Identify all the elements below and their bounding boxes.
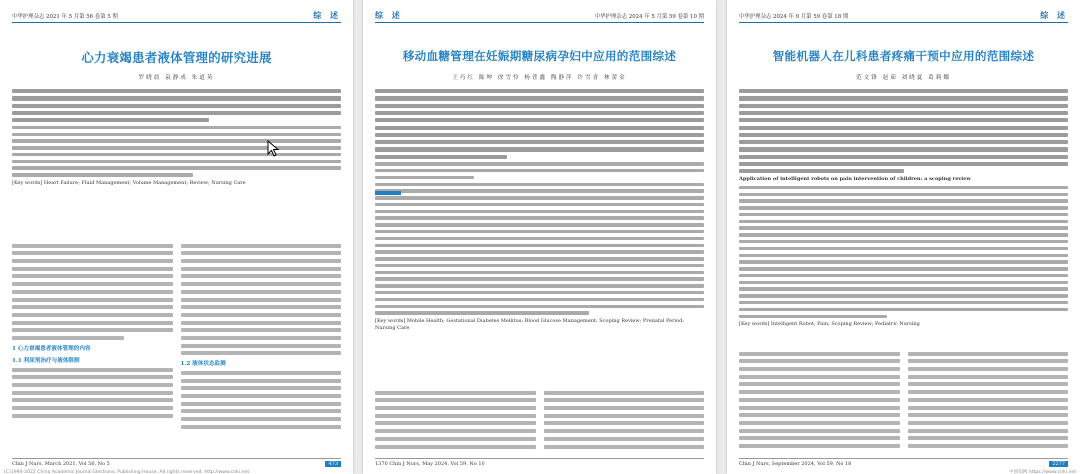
page-footer bbox=[375, 458, 704, 468]
footer-citation: 1370 Chin J Nurs, May 2024, Vol 59, No 10 bbox=[375, 461, 485, 467]
body-columns bbox=[375, 387, 704, 452]
body-columns bbox=[739, 348, 1068, 452]
page-number: 2277 bbox=[1049, 461, 1068, 467]
header-left: 中华护理杂志 2024 年 9 月第 59 卷第 18 期 bbox=[739, 14, 849, 20]
english-title: Application of intelligent robots on pain intervention of children: a scoping review bbox=[739, 176, 971, 183]
article-title: 心力衰竭患者液体管理的研究进展 bbox=[81, 50, 272, 65]
subsection-heading: 1.1 利尿剂治疗与液体限制 bbox=[12, 357, 80, 364]
body-column-left bbox=[12, 240, 173, 452]
header-section: 综 述 bbox=[313, 10, 341, 20]
article-title: 移动血糖管理在妊娠期糖尿病孕妇中应用的范围综述 bbox=[402, 49, 677, 63]
article-title: 智能机器人在儿科患者疼痛干预中应用的范围综述 bbox=[772, 49, 1035, 63]
mouse-cursor-icon bbox=[267, 140, 281, 158]
footer-citation: Chin J Nurs, March 2021, Vol 56, No 5 bbox=[12, 461, 110, 467]
keywords: [Key words] Heart Failure; Fluid Management; Volume Management; Review; Nursing Care bbox=[12, 179, 246, 186]
keywords: [Key words] Mobile Health; Gestational Diabetes Mellitus; Blood Glucose Management; Scoping Review; Prenatal Period; Nursing Care bbox=[375, 317, 684, 331]
footer-citation: Chin J Nurs, September 2024, Vol 59, No 18 bbox=[739, 461, 852, 467]
page-footer bbox=[739, 458, 1068, 468]
section-heading: 1 心力衰竭患者液体管理的内容 bbox=[12, 345, 91, 352]
abstract-block bbox=[375, 86, 704, 371]
site-watermark: 中国知网 https://www.cnki.net bbox=[1009, 470, 1076, 474]
page-number: 473 bbox=[325, 461, 341, 467]
journal-page-2 bbox=[363, 0, 716, 474]
article-authors: 王巧红 陈坤 徐雪怜 杨普鑫 陶静萍 许雪青 林蕾金 bbox=[452, 75, 627, 81]
page-header bbox=[375, 11, 704, 23]
header-section: 综 述 bbox=[375, 10, 403, 20]
header-section: 综 述 bbox=[1040, 10, 1068, 20]
body-column-left bbox=[739, 348, 900, 452]
page-header bbox=[12, 11, 341, 23]
abstract-block bbox=[739, 86, 1068, 336]
abstract-block bbox=[12, 86, 341, 226]
article-authors: 罗晓晨 袁静成 朱道英 bbox=[138, 75, 215, 81]
body-column-right bbox=[181, 240, 342, 452]
body-column-right bbox=[908, 348, 1069, 452]
article-authors: 范文锋 赵茹 刘晓夏 葛莉娜 bbox=[856, 75, 951, 81]
header-left: 中华护理杂志 2021 年 5 月第 56 卷第 5 期 bbox=[12, 14, 118, 20]
journal-page-3 bbox=[727, 0, 1080, 474]
copyright-watermark: (C)1994-2022 China Academic Journal Electronic Publishing House. All rights reserved. http://www.cnki.net bbox=[4, 470, 250, 474]
page-footer bbox=[12, 458, 341, 468]
keywords: [Key words] Intelligent Robot; Pain; Scoping Review; Pediatric Nursing bbox=[739, 321, 920, 327]
subsection-heading: 1.2 液体状态监测 bbox=[180, 361, 226, 368]
page-header bbox=[739, 11, 1068, 23]
body-columns bbox=[12, 240, 341, 452]
header-right: 中华护理杂志 2024 年 5 月第 59 卷第 10 期 bbox=[594, 14, 704, 20]
body-column-left bbox=[375, 387, 536, 452]
body-column-right bbox=[544, 387, 705, 452]
journal-page-1 bbox=[0, 0, 353, 474]
